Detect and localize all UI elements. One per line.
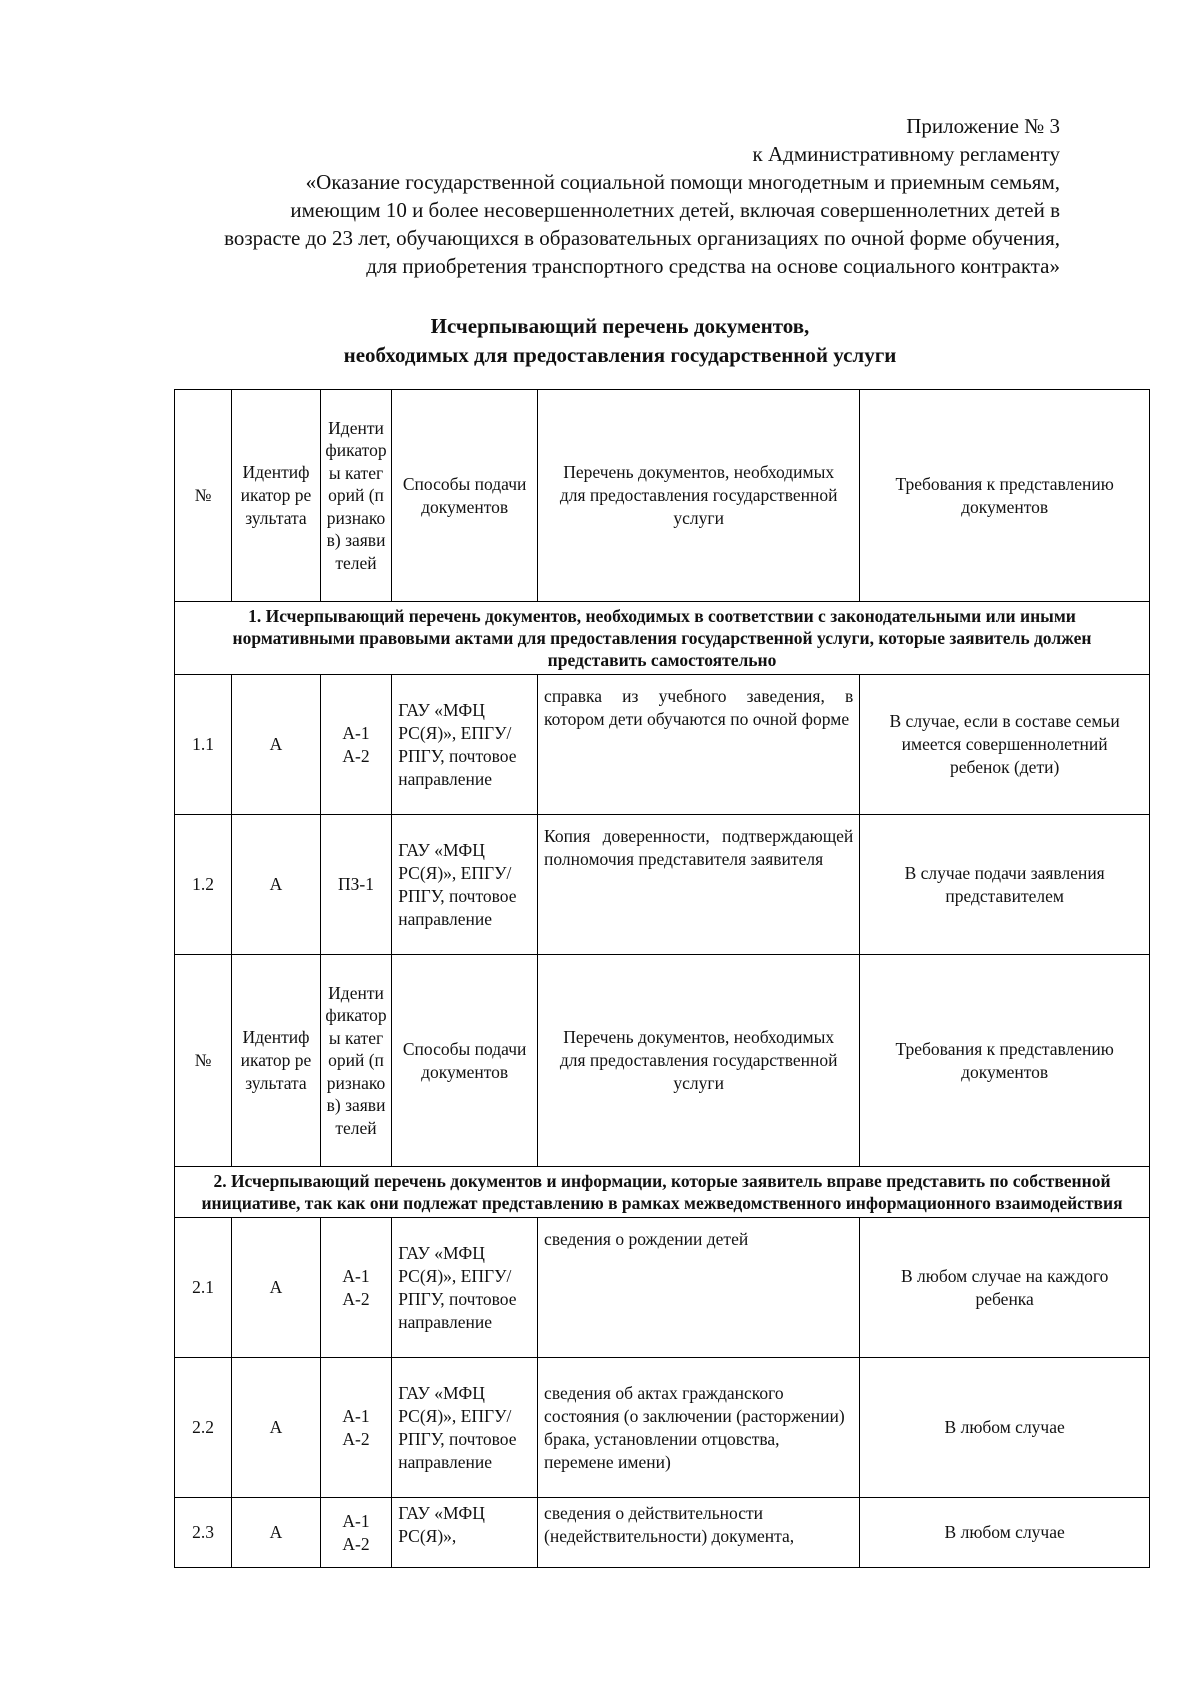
row-document: справка из учебного заведения, в котором дети обучаются по очной форме bbox=[538, 675, 860, 815]
appendix-reference: к Административному регламенту bbox=[752, 142, 1060, 166]
row-number: 2.3 bbox=[175, 1498, 232, 1568]
document-title bbox=[0, 312, 1200, 370]
row-result-id: А bbox=[232, 1358, 321, 1498]
table-row bbox=[175, 1218, 1150, 1358]
regulation-name-line-1: «Оказание государственной социальной помощи многодетным и приемным семьям, bbox=[305, 170, 1060, 194]
row-requirement: В любом случае на каждого ребенка bbox=[860, 1218, 1150, 1358]
row-number: 1.1 bbox=[175, 675, 232, 815]
row-number: 2.1 bbox=[175, 1218, 232, 1358]
section-1-heading: 1. Исчерпывающий перечень документов, необходимых в соответствии с законодательными или иными нормативными правовыми актами для предоставления государственной услуги, которые заявитель должен представить самостоятельно bbox=[175, 602, 1150, 675]
header-number: № bbox=[175, 955, 232, 1167]
header-applicant-category-id: Идентификаторы категорий (признаков) заявителей bbox=[320, 955, 391, 1167]
row-requirement: В случае, если в составе семьи имеется совершеннолетний ребенок (дети) bbox=[860, 675, 1150, 815]
table-row bbox=[175, 815, 1150, 955]
header-submission-methods: Способы подачи документов bbox=[392, 955, 538, 1167]
header-document-list: Перечень документов, необходимых для предоставления государственной услуги bbox=[538, 390, 860, 602]
row-submission-method: ГАУ «МФЦ РС(Я)», ЕПГУ/РПГУ, почтовое направление bbox=[392, 1358, 538, 1498]
row-number: 2.2 bbox=[175, 1358, 232, 1498]
section-2-heading: 2. Исчерпывающий перечень документов и информации, которые заявитель вправе представить по собственной инициативе, так как они подлежат представлению в рамках межведомственного информационного взаимодействия bbox=[175, 1167, 1150, 1218]
row-category-id: ПЗ-1 bbox=[320, 815, 391, 955]
row-result-id: А bbox=[232, 675, 321, 815]
row-submission-method: ГАУ «МФЦ РС(Я)», bbox=[392, 1498, 538, 1568]
table-header-row bbox=[175, 390, 1150, 602]
header-requirements: Требования к представлению документов bbox=[860, 390, 1150, 602]
regulation-name-line-2: имеющим 10 и более несовершеннолетних детей, включая совершеннолетних детей в bbox=[290, 198, 1060, 222]
row-document: Копия доверенности, подтверждающей полномочия представителя заявителя bbox=[538, 815, 860, 955]
document-title-line-2: необходимых для предоставления государственной услуги bbox=[343, 343, 897, 367]
row-submission-method: ГАУ «МФЦ РС(Я)», ЕПГУ/РПГУ, почтовое направление bbox=[392, 815, 538, 955]
header-number: № bbox=[175, 390, 232, 602]
row-result-id: А bbox=[232, 1498, 321, 1568]
row-document: сведения о действительности (недействительности) документа, bbox=[538, 1498, 860, 1568]
row-requirement: В любом случае bbox=[860, 1358, 1150, 1498]
document-title-line-1: Исчерпывающий перечень документов, bbox=[430, 314, 810, 338]
appendix-number: Приложение № 3 bbox=[906, 114, 1060, 138]
table-header-row-repeat bbox=[175, 955, 1150, 1167]
row-category-id: А-1 А-2 bbox=[320, 1498, 391, 1568]
row-submission-method: ГАУ «МФЦ РС(Я)», ЕПГУ/РПГУ, почтовое направление bbox=[392, 1218, 538, 1358]
row-document: сведения о рождении детей bbox=[538, 1218, 860, 1358]
header-document-list: Перечень документов, необходимых для предоставления государственной услуги bbox=[538, 955, 860, 1167]
regulation-name-line-3: возрасте до 23 лет, обучающихся в образовательных организациях по очной форме обучения, bbox=[224, 226, 1060, 250]
table-row bbox=[175, 675, 1150, 815]
table-row bbox=[175, 1358, 1150, 1498]
header-result-id: Идентификатор результата bbox=[232, 955, 321, 1167]
section-row bbox=[175, 1167, 1150, 1218]
appendix-header bbox=[60, 112, 1060, 280]
header-requirements: Требования к представлению документов bbox=[860, 955, 1150, 1167]
header-result-id: Идентификатор результата bbox=[232, 390, 321, 602]
section-row bbox=[175, 602, 1150, 675]
row-requirement: В любом случае bbox=[860, 1498, 1150, 1568]
row-submission-method: ГАУ «МФЦ РС(Я)», ЕПГУ/РПГУ, почтовое направление bbox=[392, 675, 538, 815]
row-document: сведения об актах гражданского состояния (о заключении (расторжении) брака, установлении отцовства, перемене имени) bbox=[538, 1358, 860, 1498]
documents-table bbox=[174, 389, 1150, 1568]
row-category-id: А-1 А-2 bbox=[320, 1218, 391, 1358]
row-result-id: А bbox=[232, 1218, 321, 1358]
header-submission-methods: Способы подачи документов bbox=[392, 390, 538, 602]
row-category-id: А-1 А-2 bbox=[320, 1358, 391, 1498]
row-number: 1.2 bbox=[175, 815, 232, 955]
regulation-name-line-4: для приобретения транспортного средства на основе социального контракта» bbox=[366, 254, 1060, 278]
header-applicant-category-id: Идентификаторы категорий (признаков) заявителей bbox=[320, 390, 391, 602]
row-result-id: А bbox=[232, 815, 321, 955]
row-category-id: А-1 А-2 bbox=[320, 675, 391, 815]
row-requirement: В случае подачи заявления представителем bbox=[860, 815, 1150, 955]
table-row bbox=[175, 1498, 1150, 1568]
